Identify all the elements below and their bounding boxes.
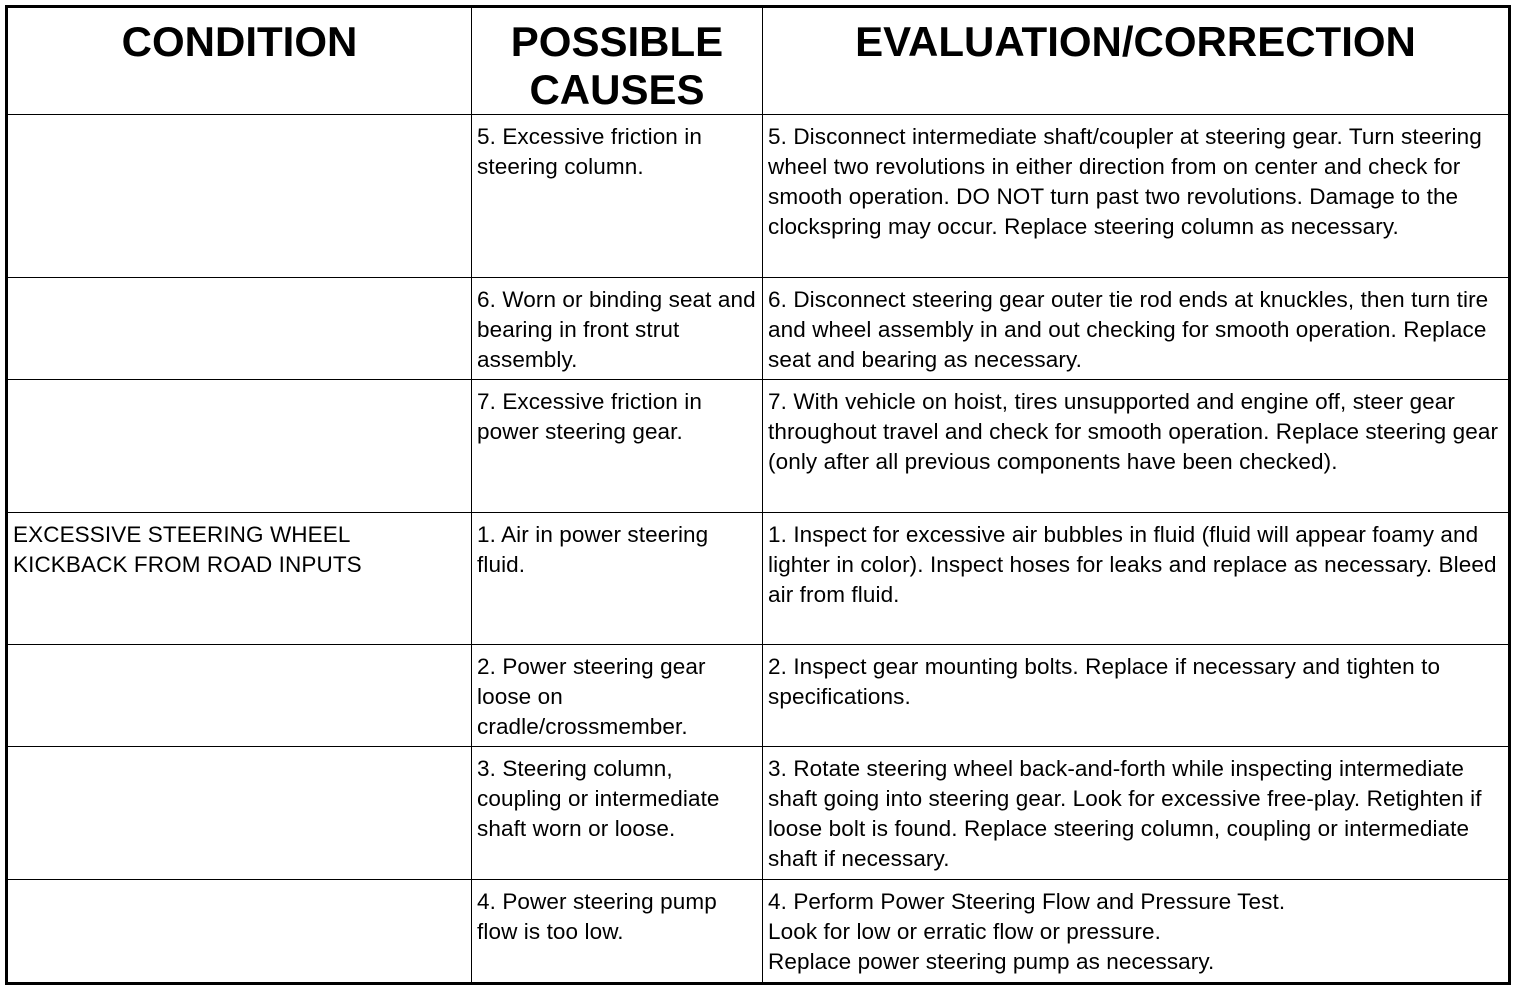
correction-text: 7. With vehicle on hoist, tires unsupported and engine off, steer gear throughout travel and check for smooth operation. Replace steering gear (only after all previous components have been checked). <box>768 389 1499 474</box>
correction-cell <box>763 645 1510 747</box>
table-row <box>7 645 1510 747</box>
cause-cell <box>472 380 763 513</box>
cause-text: 1. Air in power steering fluid. <box>477 522 709 577</box>
cause-text: 7. Excessive friction in power steering gear. <box>477 389 702 444</box>
condition-cell <box>7 115 472 278</box>
cause-text: 3. Steering column, coupling or intermediate shaft worn or loose. <box>477 756 720 841</box>
condition-text <box>8 880 471 887</box>
header-condition: CONDITION <box>7 7 472 115</box>
table-row <box>7 115 1510 278</box>
cause-cell <box>472 645 763 747</box>
cause-cell <box>472 278 763 380</box>
correction-cell <box>763 380 1510 513</box>
correction-cell <box>763 115 1510 278</box>
correction-text: 3. Rotate steering wheel back-and-forth while inspecting intermediate shaft going into steering gear. Look for excessive free-play. Retighten if loose bolt is found. Replace steering column, coupling or intermediate shaft if necessary. <box>768 756 1482 871</box>
correction-text: 5. Disconnect intermediate shaft/coupler at steering gear. Turn steering wheel two revolutions in either direction from on center and check for smooth operation. DO NOT turn past two revolutions. Damage to the clockspring may occur. Replace steering column as necessary. <box>768 124 1482 239</box>
condition-cell <box>7 380 472 513</box>
table-row <box>7 513 1510 645</box>
cause-text: 2. Power steering gear loose on cradle/crossmember. <box>477 654 706 739</box>
cause-text: 5. Excessive friction in steering column. <box>477 124 702 179</box>
correction-text: 6. Disconnect steering gear outer tie rod ends at knuckles, then turn tire and wheel assembly in and out checking for smooth operation. Replace seat and bearing as necessary. <box>768 287 1489 372</box>
cause-cell <box>472 880 763 984</box>
condition-cell <box>7 880 472 984</box>
condition-text <box>8 380 471 387</box>
correction-cell <box>763 513 1510 645</box>
table-row <box>7 380 1510 513</box>
condition-text <box>8 278 471 285</box>
cause-cell <box>472 747 763 880</box>
table-row <box>7 880 1510 984</box>
cause-text: 4. Power steering pump flow is too low. <box>477 889 717 944</box>
condition-cell <box>7 278 472 380</box>
correction-text: 1. Inspect for excessive air bubbles in fluid (fluid will appear foamy and lighter in color). Inspect hoses for leaks and replace as necessary. Bleed air from fluid. <box>768 522 1497 607</box>
diagnosis-table <box>5 5 1511 985</box>
header-row <box>7 7 1510 115</box>
condition-text <box>8 747 471 754</box>
correction-cell <box>763 880 1510 984</box>
condition-cell <box>7 747 472 880</box>
cause-text: 6. Worn or binding seat and bearing in front strut assembly. <box>477 287 756 372</box>
correction-cell <box>763 747 1510 880</box>
header-evaluation-correction: EVALUATION/CORRECTION <box>763 7 1510 115</box>
condition-text <box>8 115 471 122</box>
condition-cell <box>7 513 472 645</box>
table-row <box>7 747 1510 880</box>
header-possible-causes: POSSIBLE CAUSES <box>472 7 763 115</box>
condition-cell <box>7 645 472 747</box>
cause-cell <box>472 513 763 645</box>
cause-cell <box>472 115 763 278</box>
correction-cell <box>763 278 1510 380</box>
correction-text: 2. Inspect gear mounting bolts. Replace if necessary and tighten to specifications. <box>768 654 1441 709</box>
condition-text <box>8 645 471 652</box>
condition-text: EXCESSIVE STEERING WHEEL KICKBACK FROM ROAD INPUTS <box>13 522 362 577</box>
correction-text: 4. Perform Power Steering Flow and Pressure Test. Look for low or erratic flow or pressure. Replace power steering pump as necessary. <box>768 889 1286 974</box>
table-row <box>7 278 1510 380</box>
